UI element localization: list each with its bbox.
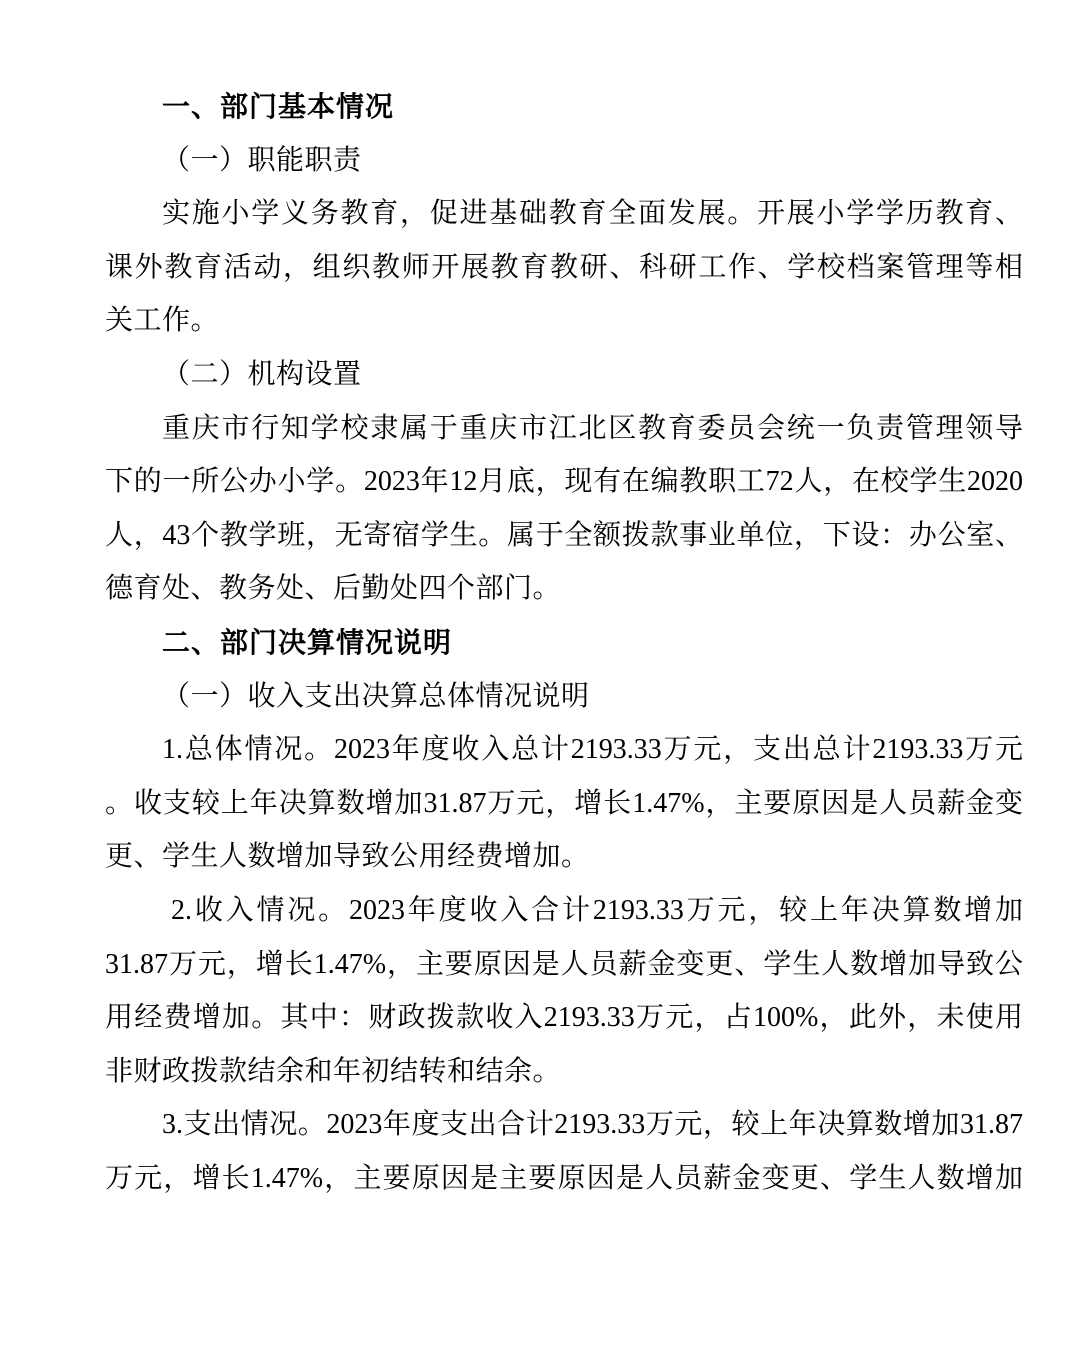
section-1-1-subheading-line-1: （一）职能职责 [162,144,362,176]
section-2-heading-line-1: 二、部门决算情况说明 [162,626,453,658]
report-text-area [105,80,1023,1205]
section-2-1-subheading-line-1: （一）收入支出决算总体情况说明 [162,680,590,712]
para-organization-line-3: 人，43个教学班，无寄宿学生。属于全额拨款事业单位，下设：办公室、 [105,519,1023,551]
section-2-1-subheading [105,670,1023,724]
para-functions-line-2: 课外教育活动，组织教师开展教育教研、科研工作、学校档案管理等相 [105,251,1023,283]
para-expense-situation-line-1: 3.支出情况。2023年度支出合计2193.33万元，较上年决算数增加31.87 [162,1109,1023,1141]
para-functions-line-3: 关工作。 [105,305,220,337]
para-expense-situation-line-2: 万元，增长1.47%，主要原因是主要原因是人员薪金变更、学生人数增加 [105,1162,1023,1194]
para-overall-situation-line-3: 更、学生人数增加导致公用经费增加。 [105,841,590,873]
para-organization-line-4: 德育处、教务处、后勤处四个部门。 [105,573,562,605]
para-income-situation-line-3: 用经费增加。其中：财政拨款收入2193.33万元，占100%，此外，未使用 [105,1002,1023,1034]
para-overall-situation [105,723,1023,884]
para-income-situation [105,884,1023,1098]
para-organization-line-2: 下的一所公办小学。2023年12月底，现有在编教职工72人，在校学生2020 [105,466,1023,498]
para-income-situation-line-4: 非财政拨款结余和年初结转和结余。 [105,1055,562,1087]
para-organization [105,402,1023,616]
section-1-heading [105,80,1023,134]
para-expense-situation [105,1098,1023,1205]
section-1-1-subheading [105,134,1023,188]
para-income-situation-line-1: 2.收入情况。2023年度收入合计2193.33万元，较上年决算数增加 [171,894,1023,926]
section-1-heading-line-1: 一、部门基本情况 [162,91,395,122]
para-functions [105,187,1023,348]
para-organization-line-1: 重庆市行知学校隶属于重庆市江北区教育委员会统一负责管理领导 [162,412,1023,444]
section-1-2-subheading-line-1: （二）机构设置 [162,358,362,390]
section-2-heading [105,616,1023,670]
para-income-situation-line-2: 31.87万元，增长1.47%，主要原因是人员薪金变更、学生人数增加导致公 [105,948,1023,980]
section-1-2-subheading [105,348,1023,402]
para-overall-situation-line-1: 1.总体情况。2023年度收入总计2193.33万元，支出总计2193.33万元 [162,734,1023,766]
para-overall-situation-line-2: 。收支较上年决算数增加31.87万元，增长1.47%，主要原因是人员薪金变 [105,787,1023,819]
para-functions-line-1: 实施小学义务教育，促进基础教育全面发展。开展小学学历教育、 [162,198,1023,230]
